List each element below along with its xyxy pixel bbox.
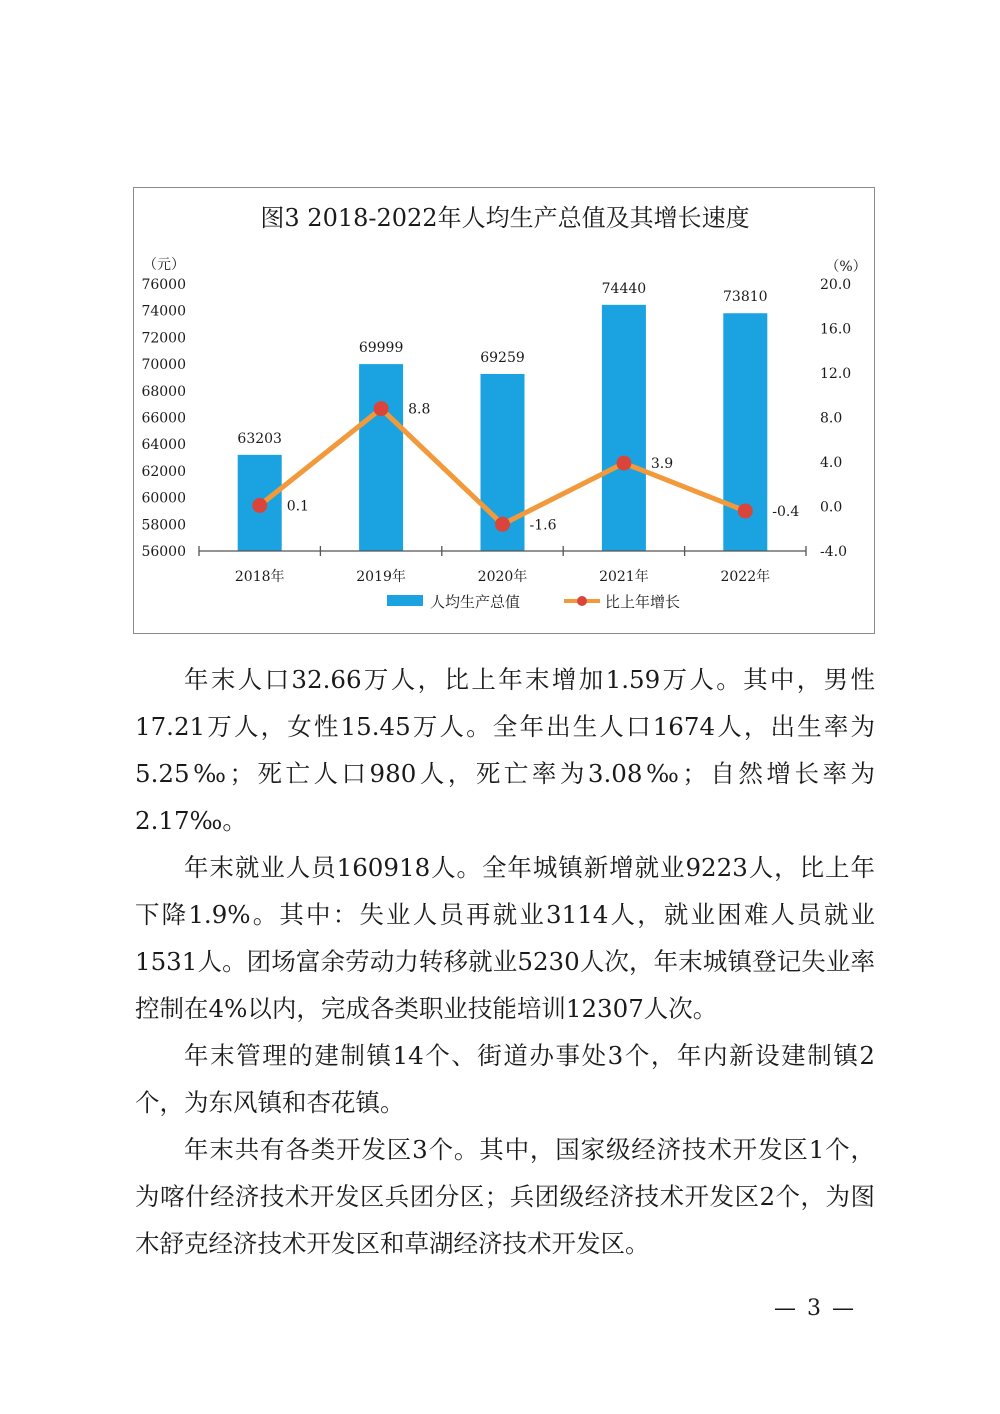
growth-value-label: 8.8: [408, 401, 431, 418]
left-tick-label: 68000: [141, 383, 186, 400]
chart-title: 图3 2018-2022年人均生产总值及其增长速度: [260, 204, 750, 232]
legend-swatch-marker: [577, 596, 587, 606]
left-axis-unit: （元）: [143, 257, 185, 273]
bar-value-label: 73810: [723, 289, 768, 306]
left-tick-label: 58000: [141, 517, 186, 534]
left-tick-label: 66000: [141, 410, 186, 427]
x-axis: [199, 546, 806, 585]
growth-marker: [616, 456, 631, 471]
left-tick-label: 56000: [141, 544, 186, 560]
right-tick-label: 0.0: [820, 499, 843, 516]
bar-value-label: 69259: [480, 349, 525, 366]
right-tick-label: 20.0: [820, 277, 852, 293]
left-tick-label: 60000: [141, 490, 186, 507]
paragraph-employment: 年末就业人员160918人。全年城镇新增就业9223人，比上年下降1.9%。其中：失业人员再就业3114人，就业困难人员就业1531人。团场富余劳动力转移就业5230人次，年末城镇登记失业率控制在4%以内，完成各类职业技能培训12307人次。: [135, 853, 875, 1023]
left-tick-label: 72000: [141, 330, 186, 347]
page-number: — 3 —: [774, 1296, 856, 1321]
x-tick-label: 2018年: [234, 569, 285, 585]
growth-marker: [374, 401, 389, 416]
left-tick-label: 74000: [141, 303, 186, 320]
bar-value-label: 69999: [358, 340, 404, 357]
right-tick-label: -4.0: [820, 544, 847, 560]
bar-value-label: 74440: [601, 280, 647, 297]
line-series: [252, 401, 799, 533]
left-axis-ticks: [141, 277, 186, 560]
legend-swatch-bar: [387, 595, 423, 606]
paragraph-population: 年末人口32.66万人，比上年末增加1.59万人。其中，男性17.21万人，女性15.45万人。全年出生人口1674人，出生率为5.25‰；死亡人口980人，死亡率为3.08‰；自然增长率为2.17‰。: [135, 665, 875, 835]
bar-series: [237, 281, 767, 551]
chart-svg: [134, 188, 876, 635]
growth-value-label: 3.9: [650, 456, 674, 473]
growth-value-label: -1.6: [529, 517, 557, 534]
chart-legend: [387, 593, 680, 611]
right-tick-label: 16.0: [820, 321, 852, 338]
body-text: [135, 656, 875, 1267]
paragraph-development-zones: 年末共有各类开发区3个。其中，国家级经济技术开发区1个，为喀什经济技术开发区兵团分区；兵团级经济技术开发区2个，为图木舒克经济技术开发区和草湖经济技术开发区。: [135, 1135, 875, 1258]
x-tick-label: 2022年: [720, 569, 771, 585]
right-tick-label: 8.0: [820, 410, 843, 427]
growth-marker: [738, 503, 753, 518]
left-tick-label: 64000: [141, 437, 186, 454]
right-tick-label: 4.0: [820, 455, 843, 471]
x-tick-label: 2020年: [477, 569, 528, 585]
legend-label-line: 比上年增长: [605, 593, 681, 611]
x-tick-label: 2019年: [356, 569, 406, 585]
x-tick-label: 2021年: [599, 569, 649, 585]
bar-2019年: [359, 364, 403, 551]
right-axis-ticks: [820, 277, 851, 560]
growth-marker: [252, 498, 267, 513]
paragraph-towns: 年末管理的建制镇14个、街道办事处3个，年内新设建制镇2个，为东风镇和杏花镇。: [135, 1041, 875, 1117]
bar-2021年: [602, 305, 646, 551]
chart-container: [133, 187, 875, 634]
bar-value-label: 63203: [237, 430, 282, 447]
left-tick-label: 76000: [141, 277, 186, 293]
left-tick-label: 62000: [141, 463, 186, 480]
right-tick-label: 12.0: [820, 366, 852, 382]
growth-value-label: 0.1: [286, 498, 309, 515]
left-tick-label: 70000: [141, 357, 186, 374]
legend-label-bar: 人均生产总值: [430, 593, 521, 611]
growth-value-label: -0.4: [772, 503, 800, 520]
growth-marker: [495, 517, 510, 532]
right-axis-unit: （%）: [825, 259, 867, 275]
